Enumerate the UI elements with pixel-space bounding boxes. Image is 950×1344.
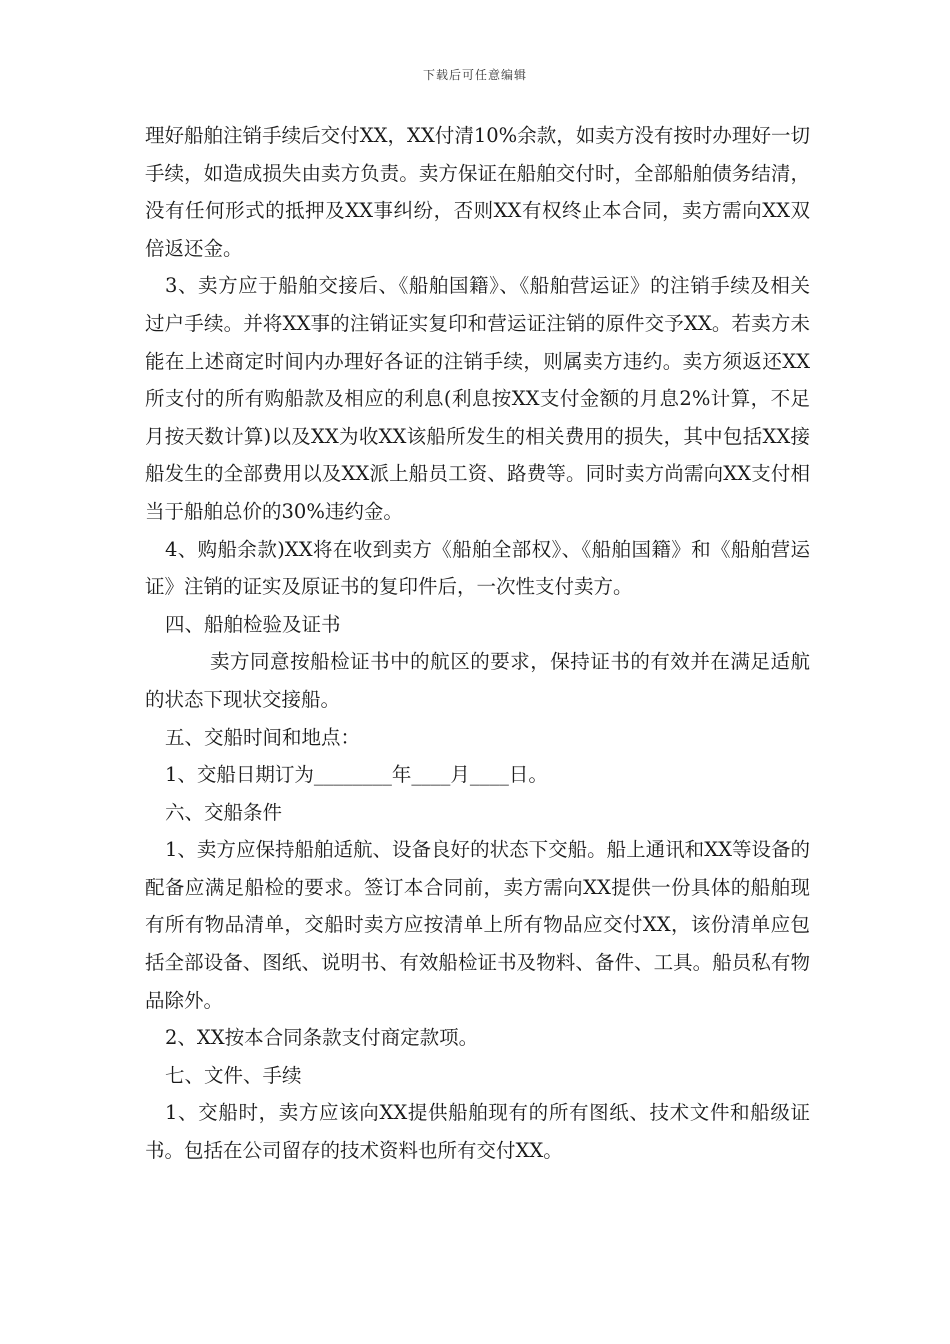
- section-heading-5: 五、交船时间和地点：: [165, 725, 361, 749]
- clause-4: 4、购船余款)XX将在收到卖方《船舶全部权》、《船舶国籍》和《船舶营运证》注销的证实及原证书的复印件后，一次性支付卖方。: [145, 537, 810, 599]
- paragraph-continuation: 理好船舶注销手续后交付XX，XX付清10%余款，如卖方没有按时办理好一切手续，如造成损失由卖方负责。卖方保证在船舶交付时，全部船舶债务结清，没有任何形式的抵押及XX事纠纷，否则XX有权终止本合同，卖方需向XX双倍返还金。: [145, 124, 810, 260]
- section-6-clause-1: 1、卖方应保持船舶适航、设备良好的状态下交船。船上通讯和XX等设备的配备应满足船检的要求。签订本合同前，卖方需向XX提供一份具体的船舶现有所有物品清单，交船时卖方应按清单上所有物品应交付XX，该份清单应包括全部设备、图纸、说明书、有效船检证书及物料、备件、工具。船员私有物品除外。: [145, 838, 810, 1012]
- section-7-clause-1: 1、交船时，卖方应该向XX提供船舶现有的所有图纸、技术文件和船级证书。包括在公司留存的技术资料也所有交付XX。: [145, 1101, 810, 1163]
- section-heading-6: 六、交船条件: [165, 800, 283, 824]
- section-4-body: 卖方同意按船检证书中的航区的要求，保持证书的有效并在满足适航的状态下现状交接船。: [145, 650, 810, 711]
- document-body: [145, 117, 810, 1170]
- delivery-date-clause: 1、交船日期订为________年____月____日。: [165, 763, 548, 787]
- clause-3: 3、卖方应于船舶交接后、《船舶国籍》、《船舶营运证》的注销手续及相关过户手续。并将XX事的注销证实复印和营运证注销的原件交予XX。若卖方未能在上述商定时间内办理好各证的注销手续，则属卖方违约。卖方须返还XX所支付的所有购船款及相应的利息(利息按XX支付金额的月息2%计算，不足月按天数计算)以及XX为收XX该船所发生的相关费用的损失，其中包括XX接船发生的全部费用以及XX派上船员工资、路费等。同时卖方尚需向XX支付相当于船舶总价的30%违约金。: [145, 274, 810, 523]
- page-header: 下载后可任意编辑: [422, 68, 527, 82]
- section-heading-4: 四、船舶检验及证书: [165, 612, 341, 636]
- section-heading-7: 七、文件、手续: [165, 1063, 302, 1087]
- section-6-clause-2: 2、XX按本合同条款支付商定款项。: [165, 1026, 479, 1050]
